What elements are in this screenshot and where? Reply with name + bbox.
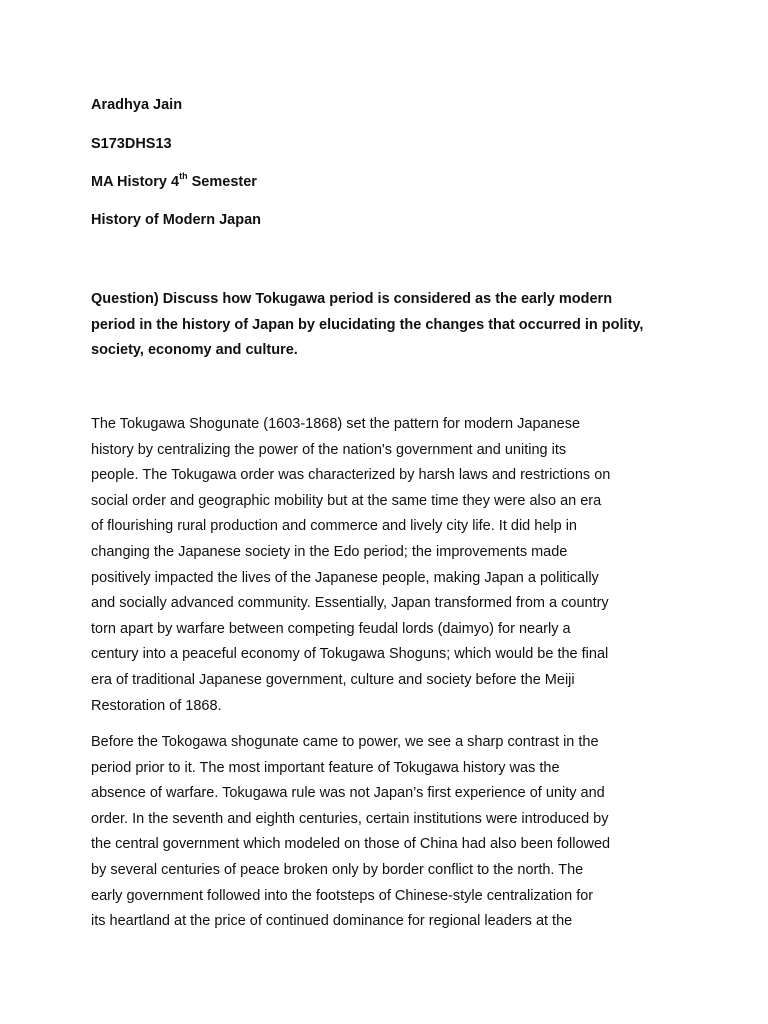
roll-number: S173DHS13 xyxy=(91,136,172,152)
paragraph-line: social order and geographic mobility but at the same time they were also an era xyxy=(91,492,602,509)
paragraph-line: by several centuries of peace broken only by border conflict to the north. The xyxy=(91,861,584,878)
paragraph-line: absence of warfare. Tokugawa rule was not Japan’s first experience of unity and xyxy=(91,785,605,802)
paragraph-line: period prior to it. The most important feature of Tokugawa history was the xyxy=(91,759,560,776)
course-superscript: th xyxy=(179,171,188,182)
paragraph-line: and socially advanced community. Essentially, Japan transformed from a country xyxy=(91,595,609,612)
author-name: Aradhya Jain xyxy=(91,97,183,113)
paragraph-2 xyxy=(91,730,691,935)
paragraph-line: changing the Japanese society in the Edo period; the improvements made xyxy=(91,543,568,560)
paragraph-line: Before the Tokogawa shogunate came to power, we see a sharp contrast in the xyxy=(91,734,599,750)
paragraph-line: positively impacted the lives of the Japanese people, making Japan a politically xyxy=(91,569,599,586)
paragraph-line: era of traditional Japanese government, culture and society before the Meiji xyxy=(91,671,575,688)
paragraph-line: of flourishing rural production and commerce and lively city life. It did help in xyxy=(91,518,577,535)
paragraph-line: The Tokugawa Shogunate (1603-1868) set the pattern for modern Japanese xyxy=(91,416,581,432)
question-line: Question) Discuss how Tokugawa period is considered as the early modern xyxy=(91,291,613,307)
paragraph-line: people. The Tokugawa order was characterized by harsh laws and restrictions on xyxy=(91,467,611,484)
paragraph-1 xyxy=(91,412,691,719)
paragraph-line: century into a peaceful economy of Tokugawa Shoguns; which would be the final xyxy=(91,646,609,663)
paragraph-line: order. In the seventh and eighth centuries, certain institutions were introduced by xyxy=(91,810,609,827)
paragraph-line: torn apart by warfare between competing feudal lords (daimyo) for nearly a xyxy=(91,620,571,637)
document-page xyxy=(91,0,691,1024)
paragraph-line: the central government which modeled on those of China had also been followed xyxy=(91,836,611,853)
course-suffix: Semester xyxy=(187,174,257,190)
paragraph-line: history by centralizing the power of the nation's government and uniting its xyxy=(91,441,567,458)
paragraph-line: Restoration of 1868. xyxy=(91,697,222,714)
course-prefix: MA History 4 xyxy=(91,174,180,190)
question-block xyxy=(91,287,651,364)
question-line: period in the history of Japan by elucidating the changes that occurred in polity, xyxy=(91,316,644,333)
paragraph-line: its heartland at the price of continued dominance for regional leaders at the xyxy=(91,913,573,930)
paragraph-line: early government followed into the footsteps of Chinese-style centralization for xyxy=(91,887,594,904)
subject-title: History of Modern Japan xyxy=(91,212,261,228)
question-line: society, economy and culture. xyxy=(91,342,298,359)
course-title xyxy=(91,172,257,192)
